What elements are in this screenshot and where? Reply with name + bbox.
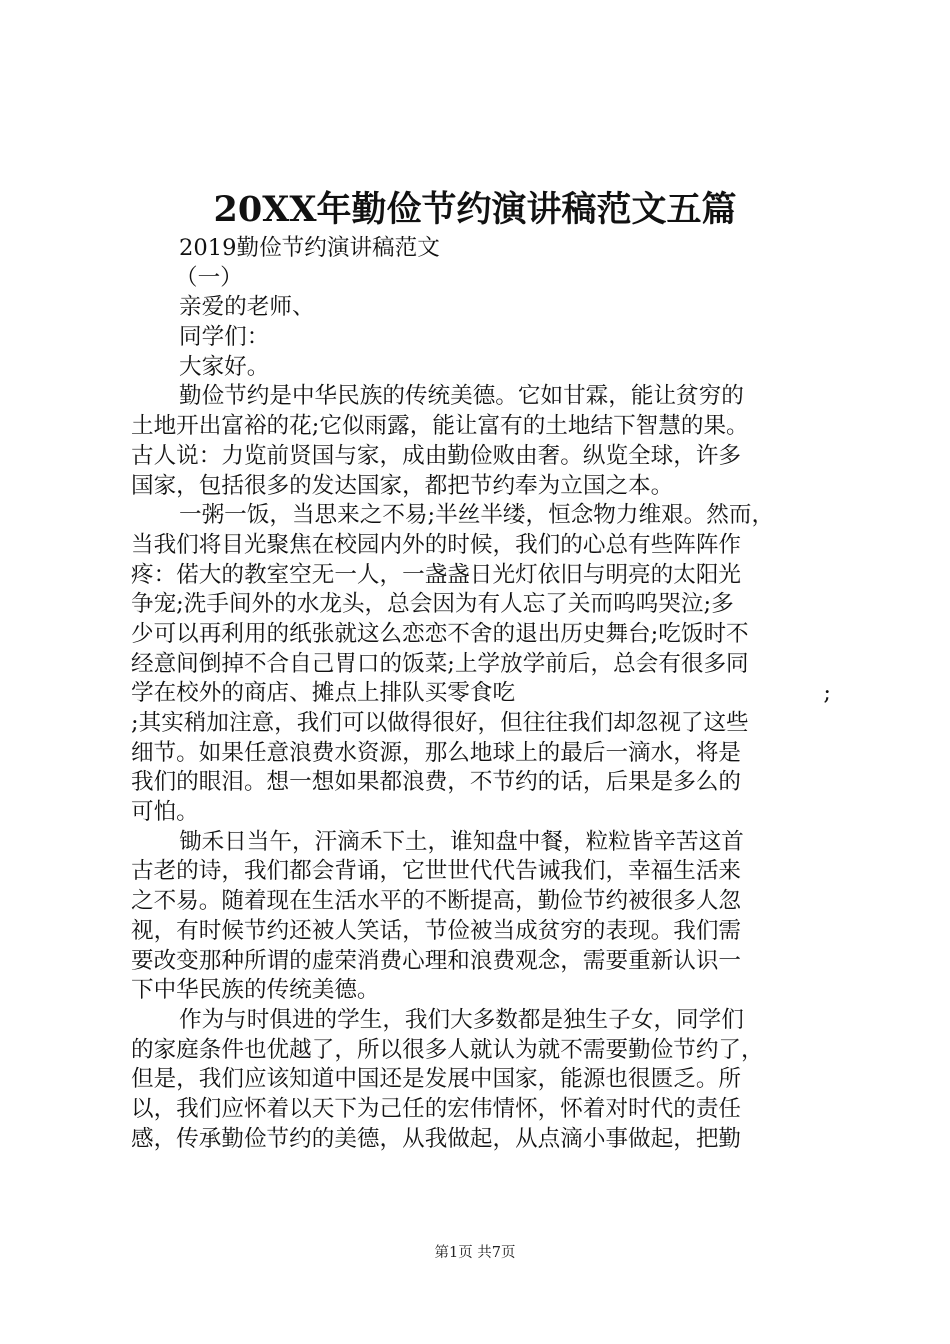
paragraph-line: 细节。如果任意浪费水资源，那么地球上的最后一滴水，将是 (131, 739, 742, 766)
salutation-line: 亲爱的老师、 (179, 294, 315, 321)
paragraph-line: 经意间倒掉不合自己胃口的饭菜;上学放学前后，总会有很多同 (131, 650, 749, 677)
paragraph-line: 的家庭条件也优越了，所以很多人就认为就不需要勤俭节约了， (131, 1036, 764, 1063)
paragraph-line: 以，我们应怀着以天下为己任的宏伟情怀，怀着对时代的责任 (131, 1095, 742, 1122)
subtitle-line: 2019勤俭节约演讲稿范文 (179, 235, 440, 261)
paragraph-line: 下中华民族的传统美德。 (131, 977, 380, 1004)
paragraph-line: 感，传承勤俭节约的美德，从我做起，从点滴小事做起，把勤 (131, 1125, 742, 1152)
paragraph-line: 当我们将目光聚焦在校园内外的时候，我们的心总有些阵阵作 (131, 531, 742, 558)
section-number: （一） (175, 264, 243, 291)
paragraph-line: 要改变那种所谓的虚荣消费心理和浪费观念，需要重新认识一 (131, 947, 742, 974)
paragraph-line: 我们的眼泪。想一想如果都浪费，不节约的话，后果是多么的 (131, 769, 742, 796)
document-body (131, 234, 831, 1154)
paragraph-line: 视，有时候节约还被人笑话，节俭被当成贫穷的表现。我们需 (131, 917, 742, 944)
page-footer: 第1页 共7页 (434, 1245, 516, 1261)
paragraph-line: 之不易。随着现在生活水平的不断提高，勤俭节约被很多人忽 (131, 888, 742, 915)
paragraph-line: 一粥一饭，当思来之不易;半丝半缕，恒念物力维艰。然而， (179, 502, 775, 529)
paragraph-line: 可怕。 (131, 799, 199, 826)
paragraph-line: ;其实稍加注意，我们可以做得很好，但往往我们却忽视了这些 (131, 710, 749, 736)
paragraph-line: 锄禾日当午，汗滴禾下土，谁知盘中餐，粒粒皆辛苦这首 (179, 828, 744, 855)
paragraph-line: 古人说：力览前贤国与家，成由勤俭败由奢。纵览全球，许多 (131, 442, 742, 469)
paragraph-line: 勤俭节约是中华民族的传统美德。它如甘霖，能让贫穷的 (179, 383, 744, 410)
paragraph-line: 少可以再利用的纸张就这么恋恋不舍的退出历史舞台;吃饭时不 (131, 620, 749, 647)
paragraph-line: 作为与时俱进的学生，我们大多数都是独生子女，同学们 (179, 1006, 744, 1033)
paragraph-line: 但是，我们应该知道中国还是发展中国家，能源也很匮乏。所 (131, 1066, 742, 1093)
salutation-line: 同学们： (179, 324, 270, 351)
paragraph-line: 争宠;洗手间外的水龙头，总会因为有人忘了关而呜呜哭泣;多 (131, 591, 734, 618)
document-title: 20XX年勤俭节约演讲稿范文五篇 (213, 189, 737, 230)
paragraph-line: 古老的诗，我们都会背诵，它世世代代告诫我们，幸福生活来 (131, 858, 742, 885)
paragraph-line: 土地开出富裕的花;它似雨露，能让富有的土地结下智慧的果。 (131, 413, 749, 440)
paragraph-line: 疼：偌大的教室空无一人，一盏盏日光灯依旧与明亮的太阳光 (131, 561, 742, 588)
paragraph-line-justified (131, 679, 831, 709)
paragraph-line-text: 学在校外的商店、摊点上排队买零食吃 (131, 680, 516, 707)
paragraph-line-punctuation: ; (823, 680, 831, 707)
paragraph-line: 国家，包括很多的发达国家，都把节约奉为立国之本。 (131, 472, 674, 499)
greeting-line: 大家好。 (179, 353, 270, 380)
